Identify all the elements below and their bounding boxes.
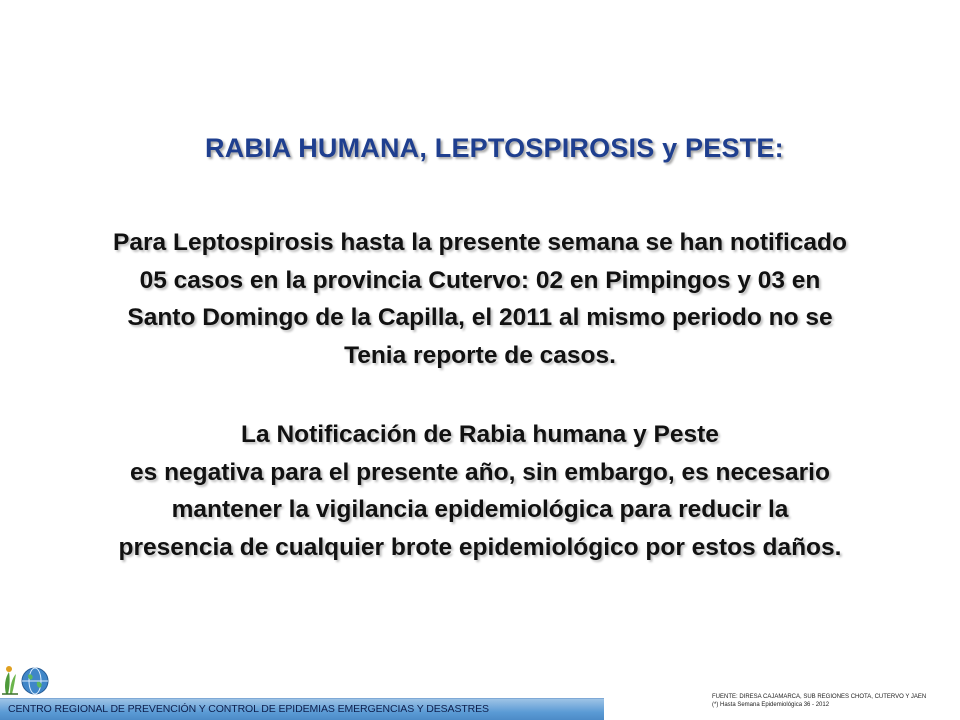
paragraph-line: mantener la vigilancia epidemiológica para reducir la xyxy=(171,496,789,523)
paragraph-line: Para Leptospirosis hasta la presente semana se han notificado xyxy=(113,229,847,256)
paragraph-line: es negativa para el presente año, sin embargo, es necesario xyxy=(130,458,830,486)
source-line: FUENTE: DIRESA CAJAMARCA, SUB REGIONES CHOTA, CUTERVO Y JAEN xyxy=(712,694,927,700)
footer-organization: CENTRO REGIONAL DE PREVENCIÓN Y CONTROL DE EPIDEMIAS EMERGENCIAS Y DESASTRES xyxy=(8,703,489,715)
globe-icon xyxy=(20,666,50,696)
paragraph-line: presencia de cualquier brote epidemiológico por estos daños. xyxy=(118,533,842,561)
footer-bar xyxy=(0,698,604,720)
paragraph-line: La Notificación de Rabia humana y Peste xyxy=(241,421,719,448)
slide-title: RABIA HUMANA, LEPTOSPIROSIS y PESTE: xyxy=(205,133,784,163)
source-note xyxy=(712,693,926,709)
leptospirosis-paragraph xyxy=(40,224,920,374)
source-line: (*) Hasta Semana Epidemiológica 36 - 2012 xyxy=(712,702,830,708)
paragraph-line: Tenia reporte de casos. xyxy=(344,341,616,369)
paragraph-line: 05 casos en la provincia Cutervo: 02 en Pimpingos y 03 en xyxy=(139,266,821,294)
paragraph-line: Santo Domingo de la Capilla, el 2011 al mismo periodo no se xyxy=(127,304,833,331)
rabia-peste-paragraph xyxy=(40,416,920,566)
